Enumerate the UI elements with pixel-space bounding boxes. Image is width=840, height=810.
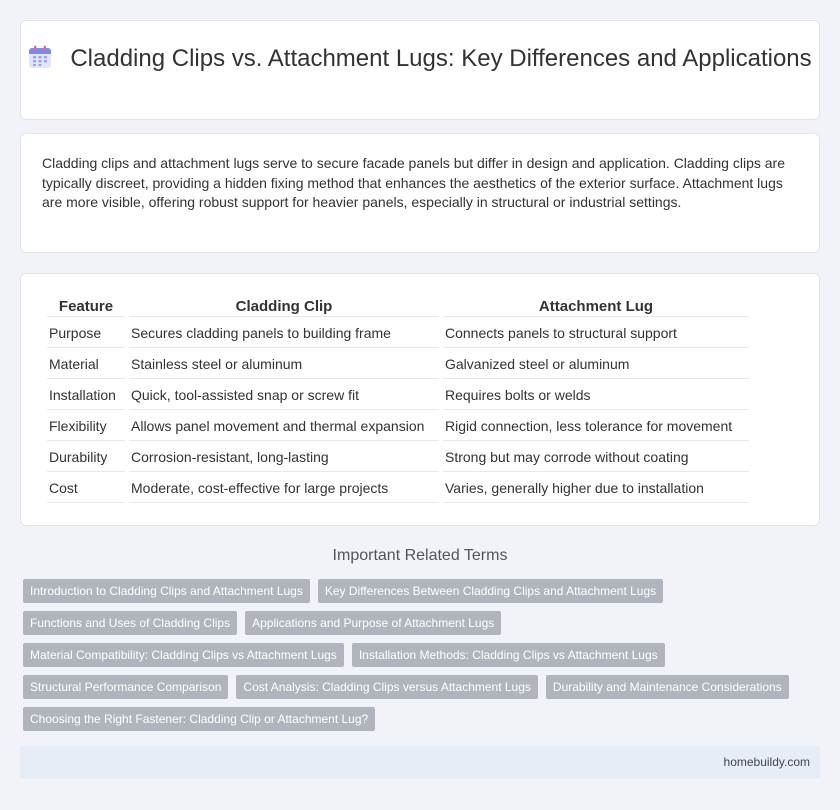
feature-cell: Purpose [47,319,125,348]
lug-cell: Strong but may corrode without coating [443,443,749,472]
table-row [47,412,749,441]
intro-card [20,133,820,253]
header-cladding-clip: Cladding Clip [129,296,439,317]
clip-cell: Moderate, cost-effective for large projects [129,474,439,503]
related-term-tag[interactable]: Choosing the Right Fastener: Cladding Clip or Attachment Lug? [23,707,375,731]
table-row [47,350,749,379]
lug-cell: Galvanized steel or aluminum [443,350,749,379]
lug-cell: Connects panels to structural support [443,319,749,348]
related-terms-heading: Important Related Terms [332,547,508,564]
table-card [20,273,820,526]
related-term-tag[interactable]: Durability and Maintenance Considerations [546,675,789,699]
table-row [47,443,749,472]
related-term-tag[interactable]: Installation Methods: Cladding Clips vs Attachment Lugs [352,643,665,667]
related-term-tag[interactable]: Functions and Uses of Cladding Clips [23,611,237,635]
header-feature: Feature [47,296,125,317]
header-attachment-lug: Attachment Lug [443,296,749,317]
lug-cell: Requires bolts or welds [443,381,749,410]
title-card [20,20,820,120]
clip-cell: Stainless steel or aluminum [129,350,439,379]
feature-cell: Installation [47,381,125,410]
related-term-tag[interactable]: Structural Performance Comparison [23,675,228,699]
feature-cell: Material [47,350,125,379]
table-header-row [47,296,749,317]
related-term-tag[interactable]: Applications and Purpose of Attachment Lugs [245,611,501,635]
clip-cell: Secures cladding panels to building frame [129,319,439,348]
table-row [47,381,749,410]
clip-cell: Corrosion-resistant, long-lasting [129,443,439,472]
related-terms-list [23,579,823,739]
feature-cell: Flexibility [47,412,125,441]
intro-paragraph: Cladding clips and attachment lugs serve to secure facade panels but differ in design and application. Cladding clips are typically discreet, providing a hidden fixing method that enhances the aesthetics of the exterior surface. Attachment lugs are more visible, offering robust support for heavier panels, especially in structural or industrial settings. [42,155,785,210]
table-row [47,319,749,348]
feature-cell: Durability [47,443,125,472]
related-term-tag[interactable]: Material Compatibility: Cladding Clips vs Attachment Lugs [23,643,344,667]
clip-cell: Allows panel movement and thermal expansion [129,412,439,441]
related-term-tag[interactable]: Introduction to Cladding Clips and Attachment Lugs [23,579,310,603]
calendar-icon [28,45,52,76]
page-title: Cladding Clips vs. Attachment Lugs: Key Differences and Applications [70,45,812,72]
feature-cell: Cost [47,474,125,503]
table-row [47,474,749,503]
footer [20,746,820,779]
lug-cell: Rigid connection, less tolerance for movement [443,412,749,441]
related-term-tag[interactable]: Key Differences Between Cladding Clips and Attachment Lugs [318,579,663,603]
lug-cell: Varies, generally higher due to installation [443,474,749,503]
footer-site-link[interactable]: homebuildy.com [723,755,810,769]
related-term-tag[interactable]: Cost Analysis: Cladding Clips versus Attachment Lugs [236,675,537,699]
clip-cell: Quick, tool-assisted snap or screw fit [129,381,439,410]
comparison-table [43,294,753,505]
